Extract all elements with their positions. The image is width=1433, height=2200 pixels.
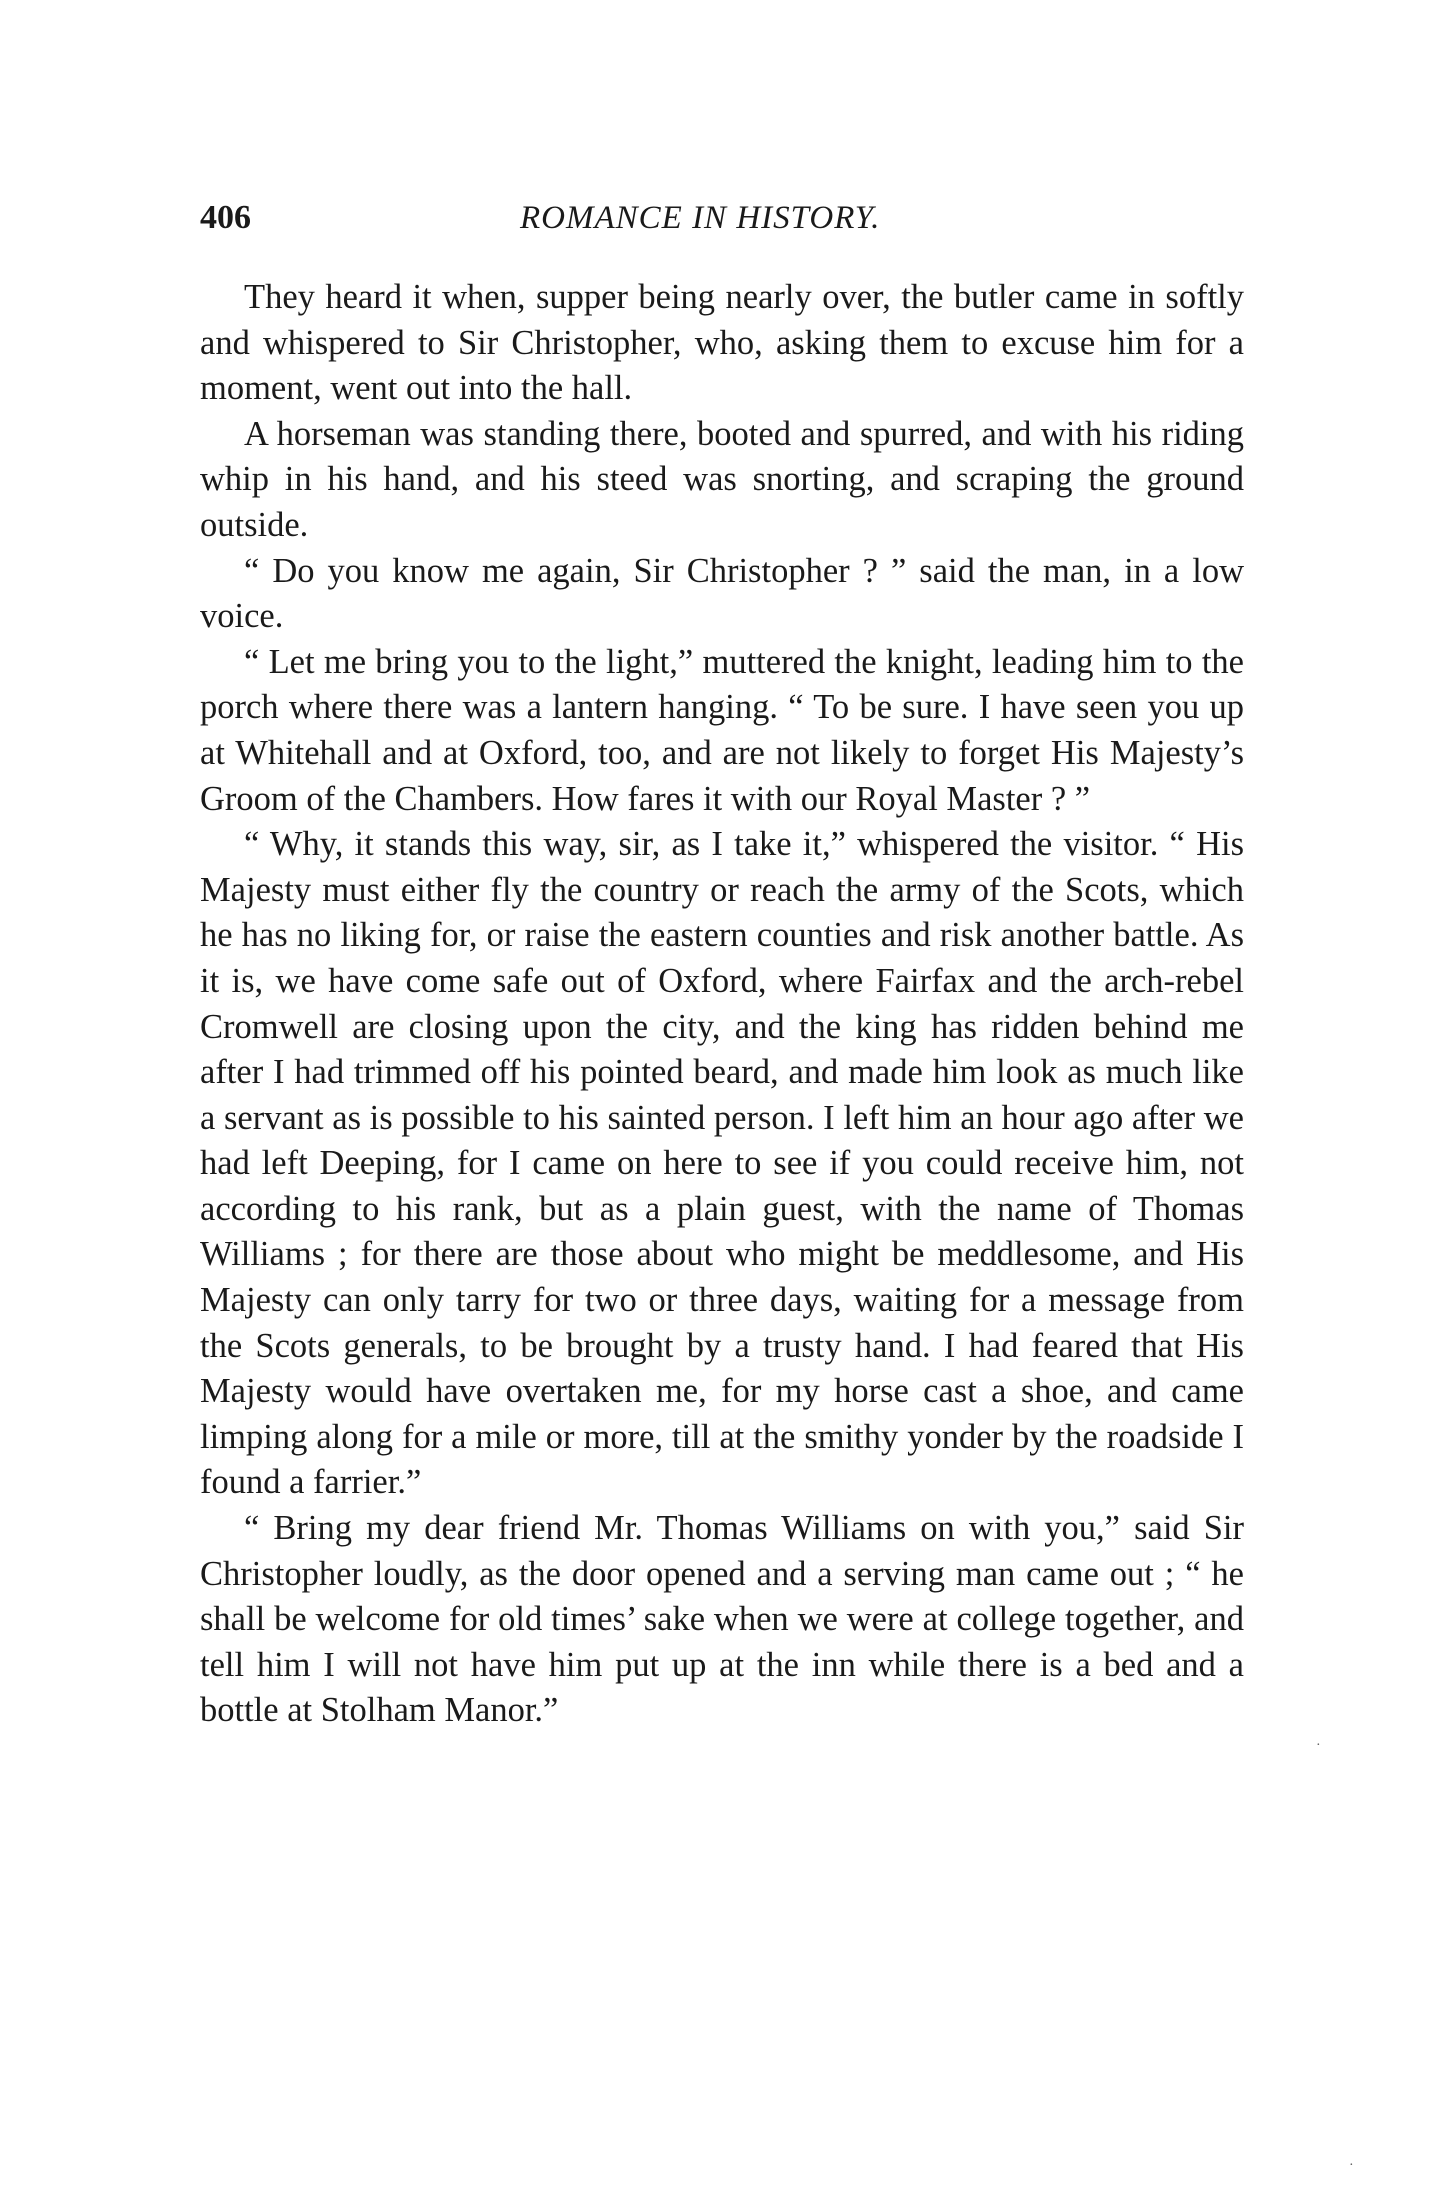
- body-text: [200, 275, 1244, 1734]
- stray-mark: ·: [1316, 1738, 1321, 1753]
- running-title: ROMANCE IN HISTORY.: [520, 200, 881, 236]
- page-header: [200, 190, 1240, 246]
- paragraph: “ Let me bring you to the light,” muttered the knight, leading him to the porch where there was a lantern hanging. “ To be sure. I have seen you up at Whitehall and at Oxford, too, and are not likely to forget His Majesty’s Groom of the Chambers. How fares it with our Royal Master ? ”: [200, 642, 1244, 818]
- paragraph: A horseman was standing there, booted and spurred, and with his riding whip in his hand, and his steed was snorting, and scraping the ground outside.: [200, 414, 1244, 544]
- paragraph: They heard it when, supper being nearly over, the butler came in softly and whispered to Sir Christopher, who, asking them to excuse him for a moment, went out into the hall.: [200, 278, 1244, 408]
- paragraph: “ Do you know me again, Sir Christopher ? ” said the man, in a low voice.: [200, 551, 1244, 636]
- page-number: 406: [200, 199, 251, 236]
- paragraph: “ Bring my dear friend Mr. Thomas Williams on with you,” said Sir Christopher loudly, as the door opened and a serving man came out ; “ he shall be welcome for old times’ sake when we were at college together, and tell him I will not have him put up at the inn while there is a bed and a bottle at Stolham Manor.”: [200, 1509, 1244, 1730]
- stray-mark: ·: [1349, 2158, 1354, 2173]
- paragraph: “ Why, it stands this way, sir, as I take it,” whispered the visitor. “ His Majesty must either fly the country or reach the army of the Scots, which he has no liking for, or raise the eastern counties and risk another battle. As it is, we have come safe out of Oxford, where Fairfax and the arch-rebel Cromwell are closing upon the city, and the king has ridden behind me after I had trimmed off his pointed beard, and made him look as much like a servant as is possible to his sainted person. I left him an hour ago after we had left Deeping, for I came on here to see if you could receive him, not according to his rank, but as a plain guest, with the name of Thomas Williams ; for there are those about who might be meddlesome, and His Majesty can only tarry for two or three days, waiting for a message from the Scots generals, to be brought by a trusty hand. I had feared that His Majesty would have overtaken me, for my horse cast a shoe, and came limping along for a mile or more, till at the smithy yonder by the roadside I found a farrier.”: [200, 825, 1244, 1502]
